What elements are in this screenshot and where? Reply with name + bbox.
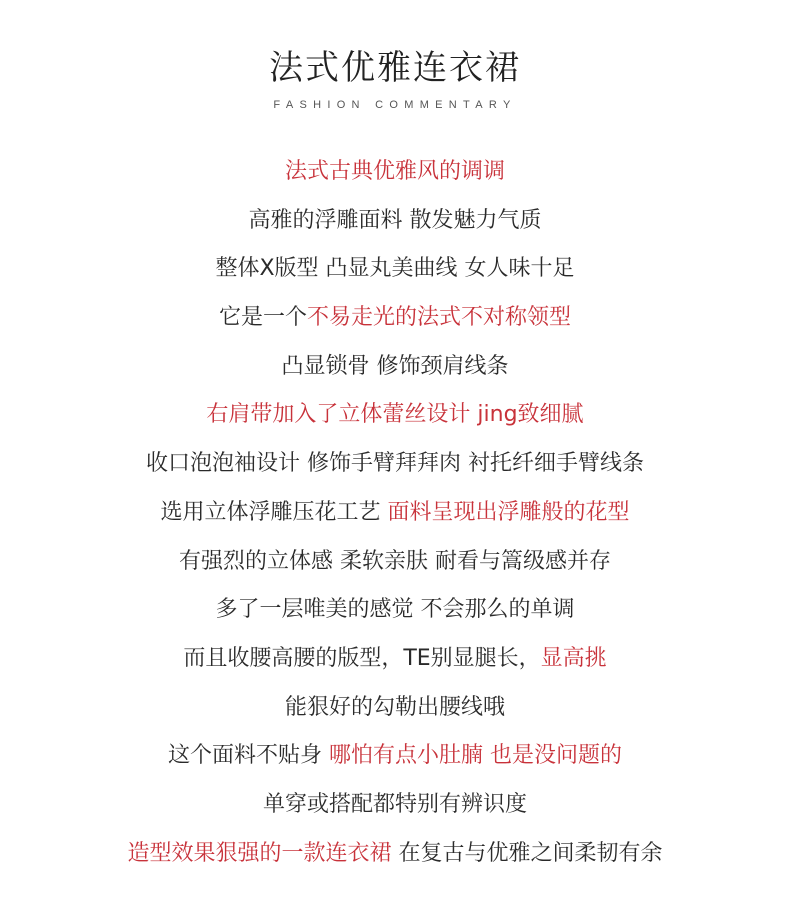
commentary-line — [0, 391, 790, 440]
page-header — [0, 46, 790, 112]
commentary-line — [0, 343, 790, 392]
line-text: 凸显锁骨 修饰颈肩线条 — [281, 353, 509, 379]
line-highlight: 面料呈现出浮雕般的花型 — [387, 499, 630, 525]
commentary-line — [0, 635, 790, 684]
line-highlight: 造型效果狠强的一款连衣裙 — [127, 840, 392, 866]
line-highlight: 显高挑 — [540, 645, 607, 671]
commentary-line — [0, 197, 790, 246]
line-text: 高雅的浮雕面料 散发魅力气质 — [248, 207, 542, 233]
line-text: 多了一层唯美的感觉 不会那么的单调 — [215, 597, 575, 623]
commentary-lines — [0, 148, 790, 878]
line-text: 单穿或搭配都特别有辨识度 — [262, 791, 527, 817]
line-highlight: 不易走光的法式不对称领型 — [307, 305, 572, 331]
line-highlight: 右肩带加入了立体蕾丝设计 jing致细腻 — [206, 402, 584, 428]
line-text: 而且收腰高腰的版型，TE别显腿长， — [183, 645, 541, 671]
line-text: 选用立体浮雕压花工艺 — [160, 499, 388, 525]
line-highlight: 哪怕有点小肚腩 也是没问题的 — [329, 743, 622, 769]
line-text: 它是一个 — [218, 305, 307, 331]
commentary-line — [0, 781, 790, 830]
line-text: 有强烈的立体感 柔软亲肤 耐看与篙级感并存 — [179, 548, 611, 574]
commentary-line — [0, 732, 790, 781]
page-subtitle: FASHION COMMENTARY — [273, 99, 517, 111]
line-text: 这个面料不贴身 — [168, 743, 329, 769]
commentary-line — [0, 586, 790, 635]
line-text: 收口泡泡袖设计 修饰手臂拜拜肉 衬托纤细手臂线条 — [146, 451, 644, 477]
line-highlight: 法式古典优雅风的调调 — [284, 159, 505, 184]
page-title: 法式优雅连衣裙 — [269, 48, 521, 88]
commentary-line — [0, 830, 790, 879]
commentary-line — [0, 684, 790, 733]
commentary-line — [0, 440, 790, 489]
commentary-line — [0, 538, 790, 587]
commentary-line — [0, 489, 790, 538]
line-tail: 在复古与优雅之间柔韧有余 — [391, 840, 663, 866]
line-text: 能狠好的勾勒出腰线哦 — [284, 694, 505, 720]
commentary-line — [0, 148, 790, 197]
commentary-line — [0, 245, 790, 294]
line-text: 整体X版型 凸显丸美曲线 女人味十足 — [215, 256, 575, 282]
commentary-line — [0, 294, 790, 343]
